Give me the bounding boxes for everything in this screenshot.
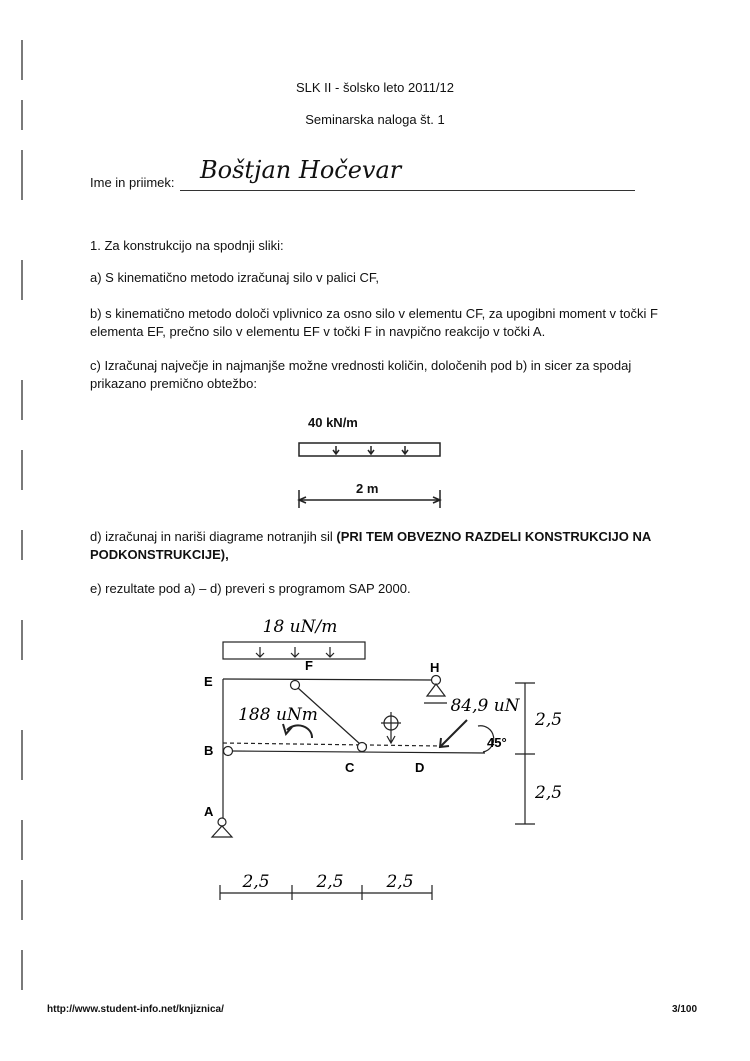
- task-b-line2: elementa EF, prečno silo v elementu EF v točki F in navpično reakcijo v točki A.: [90, 324, 546, 339]
- dim-horizontal-1: 2,5: [242, 872, 270, 892]
- task-a: a) S kinematično metodo izračunaj silo v palici CF,: [90, 270, 380, 285]
- node-C: C: [345, 760, 355, 775]
- task-b-line1: b) s kinematično metodo določi vplivnico za osno silo v elementu CF, za upogibni moment v točki F: [90, 306, 658, 321]
- moment-label: 188 uNm: [238, 705, 318, 725]
- dim-horizontal-2: 2,5: [316, 872, 344, 892]
- name-label: Ime in priimek:: [90, 175, 175, 190]
- distributed-load-label: 18 uN/m: [262, 617, 338, 637]
- task-c-line1: c) Izračunaj največje in najmanjše možne vrednosti količin, določenih pod b) in sicer za spodaj: [90, 358, 632, 373]
- task-intro: 1. Za konstrukcijo na spodnji sliki:: [90, 238, 284, 253]
- task-d-line2: PODKONSTRUKCIJE),: [90, 547, 229, 562]
- assignment-title: Seminarska naloga št. 1: [305, 112, 445, 127]
- node-E: E: [204, 674, 213, 689]
- force-label: 84,9 uN: [450, 696, 520, 716]
- angle-label: 45°: [487, 735, 507, 750]
- dim-vertical-lower: 2,5: [535, 783, 563, 803]
- footer-url[interactable]: http://www.student-info.net/knjiznica/: [47, 1004, 224, 1015]
- structure-diagram: [212, 642, 535, 900]
- node-F: F: [305, 658, 313, 673]
- page-number: 3/100: [672, 1004, 698, 1015]
- task-e: e) rezultate pod a) – d) preveri s programom SAP 2000.: [90, 581, 411, 596]
- dim-vertical-upper: 2,5: [535, 710, 563, 730]
- moving-load-length: 2 m: [356, 481, 379, 496]
- task-d-text: d) izračunaj in nariši diagrame notranjih sil: [90, 529, 337, 544]
- task-d-bold: (PRI TEM OBVEZNO RAZDELI KONSTRUKCIJO NA: [336, 529, 652, 544]
- task-c-line2: prikazano premično obtežbo:: [90, 376, 257, 391]
- course-header: SLK II - šolsko leto 2011/12: [295, 80, 455, 95]
- node-B: B: [204, 743, 214, 758]
- node-D: D: [415, 760, 425, 775]
- node-A: A: [204, 804, 214, 819]
- dim-horizontal-3: 2,5: [386, 872, 414, 892]
- moving-load-intensity: 40 kN/m: [308, 415, 358, 430]
- moving-load-diagram: [299, 443, 440, 508]
- node-H: H: [430, 660, 440, 675]
- name-value: Boštjan Hočevar: [200, 156, 402, 184]
